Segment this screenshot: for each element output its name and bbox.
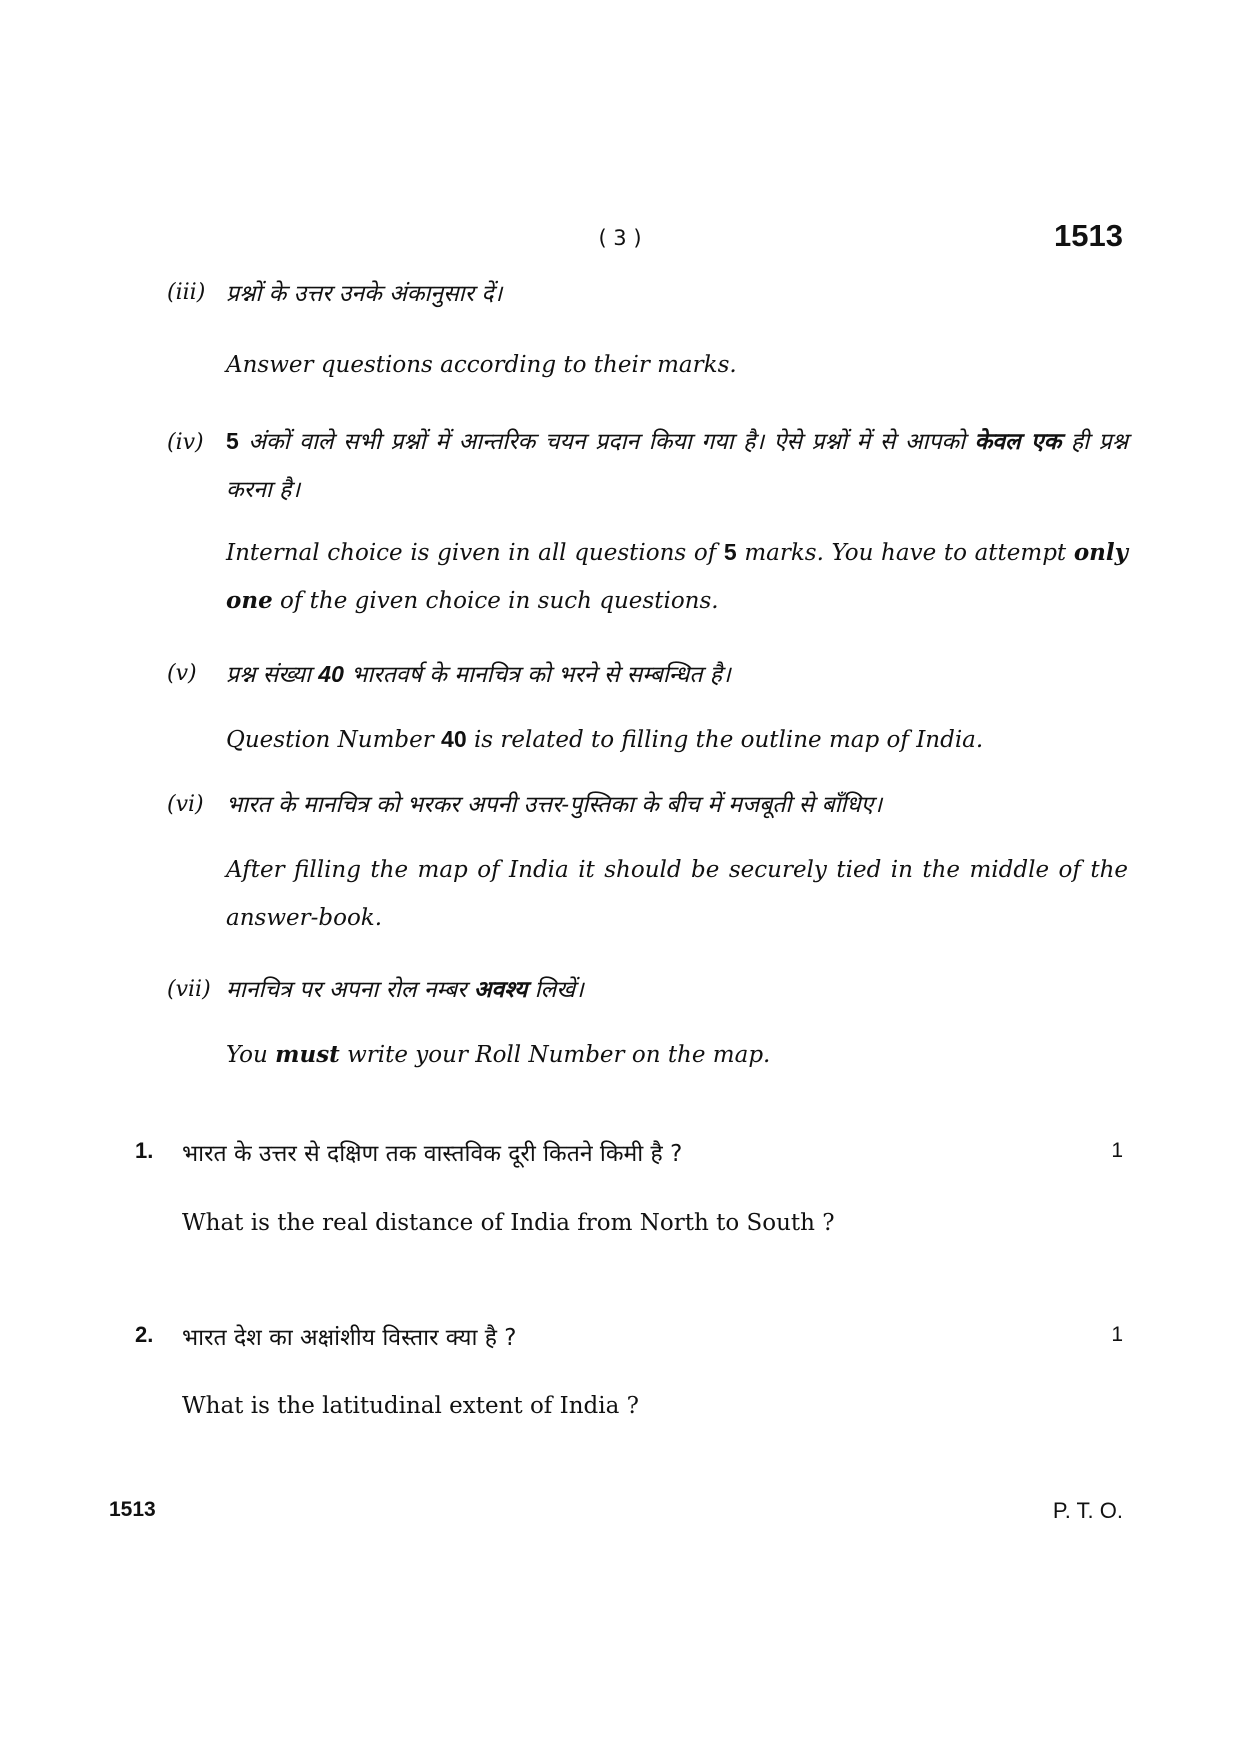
instruction-english [226,1031,1128,1079]
instruction-hindi: प्रश्नों के उत्तर उनके अंकानुसार दें। [226,281,503,307]
instruction-hindi-text: ही प्रश्न करना है। [226,429,1129,503]
question-number: 1. [135,1138,154,1163]
bold-question-number: 40 [318,661,344,687]
instruction-english [226,528,1128,625]
instruction-hindi [226,650,1128,699]
instruction-english-text: is related to filling the outline map of India. [466,727,984,753]
instruction-hindi [226,417,1128,514]
question-marks: 1 [1111,1139,1123,1162]
instruction-english-text: marks. You have to attempt [736,540,1074,566]
paper-code-header: 1513 [1054,218,1123,253]
instruction-english [226,715,1128,764]
instruction-hindi-text: प्रश्न संख्या [226,662,319,688]
instruction-number: (iv) [167,430,204,455]
question-marks: 1 [1111,1323,1123,1346]
question-english: What is the latitudinal extent of India ? [182,1393,639,1419]
pto-label: P. T. O. [1052,1498,1123,1523]
instruction-english-text: write your Roll Number on the map. [339,1042,771,1068]
bold-question-number: 40 [441,726,467,752]
paper-code-footer: 1513 [109,1498,156,1521]
instruction-english-text: Question Number [226,727,442,753]
instruction-hindi-text: भारतवर्ष के मानचित्र को भरने से सम्बन्धित है। [343,662,731,688]
question-number: 2. [135,1322,154,1347]
bold-marks: 5 [723,539,737,565]
bold-emphasis: अवश्य [473,976,528,1003]
page-number: ( 3 ) [598,226,642,250]
instruction-hindi-text: लिखें। [527,977,584,1003]
instruction-hindi-text: अंकों वाले सभी प्रश्नों में आन्तरिक चयन प्रदान किया गया है। ऐसे प्रश्नों में से आपको [238,429,975,455]
instruction-hindi: भारत के मानचित्र को भरकर अपनी उत्तर-पुस्तिका के बीच में मजबूती से बाँधिए। [226,792,883,818]
instruction-number: (vi) [167,792,204,817]
instruction-hindi [226,966,1128,1014]
instruction-english-text: of the given choice in such questions. [272,588,719,614]
question-hindi: भारत देश का अक्षांशीय विस्तार क्या है ? [182,1325,517,1351]
bold-marks: 5 [226,428,239,454]
instruction-english: After filling the map of India it should be securely tied in the middle of the answer-book. [226,857,1128,931]
question-hindi: भारत के उत्तर से दक्षिण तक वास्तविक दूरी कितने किमी है ? [182,1141,683,1167]
question-english: What is the real distance of India from North to South ? [182,1210,835,1236]
bold-emphasis: only one [226,539,1128,614]
bold-emphasis: must [275,1041,340,1068]
bold-emphasis: केवल एक [974,428,1062,455]
instruction-number: (vii) [167,977,211,1002]
instruction-english-text: You [226,1042,276,1068]
instruction-number: (iii) [167,280,206,305]
instruction-english-text: Internal choice is given in all questions of [226,540,724,566]
instruction-hindi-text: मानचित्र पर अपना रोल नम्बर [226,977,474,1003]
instruction-english: Answer questions according to their marks. [226,352,737,378]
instruction-number: (v) [167,661,197,686]
